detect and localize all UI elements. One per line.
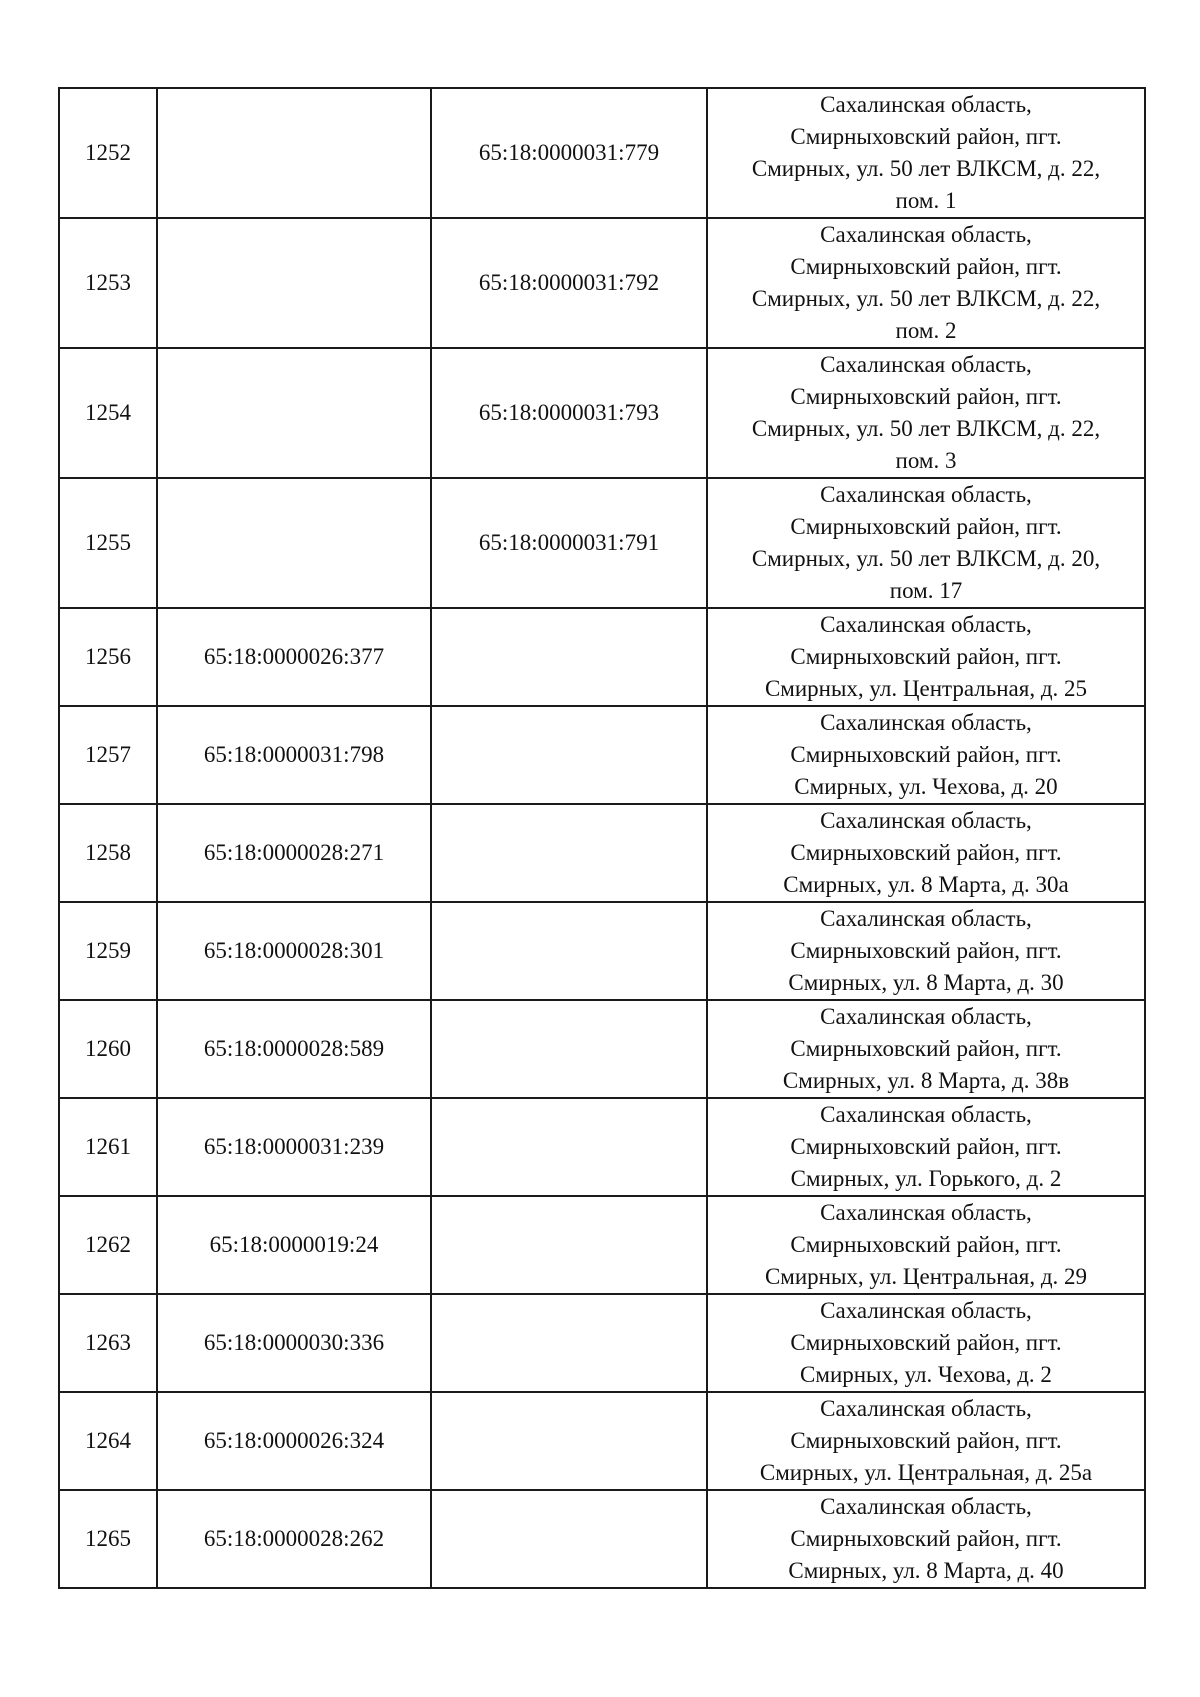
cadastral-land-cell: 65:18:0000031:239	[157, 1098, 431, 1196]
address-line: Смирных, ул. 8 Марта, д. 30а	[783, 872, 1069, 897]
table-row	[59, 1000, 1145, 1098]
table-row	[59, 608, 1145, 706]
row-number-cell: 1264	[59, 1392, 157, 1490]
cadastral-land-cell: 65:18:0000026:377	[157, 608, 431, 706]
address-cell	[707, 804, 1145, 902]
address-cell	[707, 1490, 1145, 1588]
table-row	[59, 1392, 1145, 1490]
address-line: Смирных, ул. Центральная, д. 29	[764, 1264, 1088, 1289]
address-line: Смирных, ул. 8 Марта, д. 40	[788, 1558, 1064, 1583]
address-line: Сахалинская область,	[820, 1004, 1032, 1029]
address-cell	[707, 1196, 1145, 1294]
address-line: пом. 2	[895, 318, 957, 343]
address-line: Смирных, ул. 8 Марта, д. 38в	[782, 1068, 1070, 1093]
row-number-cell: 1255	[59, 478, 157, 608]
cadastral-object-cell	[431, 1490, 707, 1588]
row-number-cell: 1258	[59, 804, 157, 902]
address-line: Сахалинская область,	[820, 482, 1032, 507]
cadastral-land-cell	[157, 88, 431, 218]
address-line: пом. 3	[895, 448, 957, 473]
cadastral-land-cell	[157, 478, 431, 608]
cadastral-object-cell	[431, 804, 707, 902]
table-row	[59, 478, 1145, 608]
registry-table	[58, 87, 1146, 1589]
row-number-cell: 1253	[59, 218, 157, 348]
address-cell	[707, 1392, 1145, 1490]
table-row	[59, 804, 1145, 902]
address-cell	[707, 1098, 1145, 1196]
address-line: Смирных, ул. Центральная, д. 25а	[759, 1460, 1093, 1485]
cadastral-object-cell	[431, 902, 707, 1000]
address-line: Сахалинская область,	[820, 352, 1032, 377]
address-line: Смирныховский район, пгт.	[790, 514, 1062, 539]
cadastral-land-cell: 65:18:0000030:336	[157, 1294, 431, 1392]
row-number-cell: 1260	[59, 1000, 157, 1098]
address-line: Смирных, ул. Горького, д. 2	[790, 1166, 1062, 1191]
address-line: Смирных, ул. 50 лет ВЛКСМ, д. 22,	[751, 156, 1101, 181]
table-row	[59, 348, 1145, 478]
address-line: Сахалинская область,	[820, 92, 1032, 117]
table-row	[59, 1098, 1145, 1196]
cadastral-land-cell	[157, 348, 431, 478]
cadastral-object-cell: 65:18:0000031:793	[431, 348, 707, 478]
address-line: Смирныховский район, пгт.	[790, 840, 1062, 865]
cadastral-object-cell	[431, 608, 707, 706]
row-number-cell: 1257	[59, 706, 157, 804]
address-cell	[707, 706, 1145, 804]
row-number-cell: 1261	[59, 1098, 157, 1196]
address-line: Смирныховский район, пгт.	[790, 644, 1062, 669]
table-row	[59, 1294, 1145, 1392]
address-cell	[707, 218, 1145, 348]
address-line: пом. 1	[895, 188, 957, 213]
cadastral-land-cell: 65:18:0000028:262	[157, 1490, 431, 1588]
address-line: Сахалинская область,	[820, 1102, 1032, 1127]
address-cell	[707, 1294, 1145, 1392]
cadastral-object-cell: 65:18:0000031:792	[431, 218, 707, 348]
cadastral-object-cell	[431, 1098, 707, 1196]
table-row	[59, 1196, 1145, 1294]
cadastral-object-cell	[431, 1196, 707, 1294]
address-line: Смирных, ул. Центральная, д. 25	[764, 676, 1088, 701]
address-line: Смирныховский район, пгт.	[790, 1232, 1062, 1257]
address-cell	[707, 902, 1145, 1000]
address-cell	[707, 88, 1145, 218]
address-line: пом. 17	[889, 578, 963, 603]
address-cell	[707, 1000, 1145, 1098]
cadastral-land-cell	[157, 218, 431, 348]
address-line: Смирных, ул. 50 лет ВЛКСМ, д. 22,	[751, 286, 1101, 311]
cadastral-land-cell: 65:18:0000019:24	[157, 1196, 431, 1294]
cadastral-land-cell: 65:18:0000026:324	[157, 1392, 431, 1490]
address-line: Сахалинская область,	[820, 808, 1032, 833]
address-line: Сахалинская область,	[820, 222, 1032, 247]
cadastral-object-cell	[431, 706, 707, 804]
address-line: Смирныховский район, пгт.	[790, 384, 1062, 409]
address-line: Смирныховский район, пгт.	[790, 938, 1062, 963]
row-number-cell: 1256	[59, 608, 157, 706]
address-line: Сахалинская область,	[820, 906, 1032, 931]
row-number-cell: 1263	[59, 1294, 157, 1392]
address-line: Смирныховский район, пгт.	[790, 1036, 1062, 1061]
address-line: Смирныховский район, пгт.	[790, 1428, 1062, 1453]
cadastral-land-cell: 65:18:0000028:589	[157, 1000, 431, 1098]
cadastral-land-cell: 65:18:0000031:798	[157, 706, 431, 804]
address-line: Сахалинская область,	[820, 612, 1032, 637]
cadastral-object-cell	[431, 1392, 707, 1490]
cadastral-object-cell	[431, 1000, 707, 1098]
address-line: Смирныховский район, пгт.	[790, 1330, 1062, 1355]
address-cell	[707, 608, 1145, 706]
address-line: Смирныховский район, пгт.	[790, 1134, 1062, 1159]
address-cell	[707, 348, 1145, 478]
address-line: Смирныховский район, пгт.	[790, 124, 1062, 149]
address-line: Сахалинская область,	[820, 1494, 1032, 1519]
registry-table-body	[59, 88, 1145, 1588]
table-row	[59, 218, 1145, 348]
table-row	[59, 88, 1145, 218]
table-row	[59, 1490, 1145, 1588]
address-line: Сахалинская область,	[820, 1200, 1032, 1225]
cadastral-land-cell: 65:18:0000028:271	[157, 804, 431, 902]
address-line: Смирныховский район, пгт.	[790, 1526, 1062, 1551]
row-number-cell: 1265	[59, 1490, 157, 1588]
row-number-cell: 1259	[59, 902, 157, 1000]
table-row	[59, 902, 1145, 1000]
row-number-cell: 1252	[59, 88, 157, 218]
address-line: Сахалинская область,	[820, 1298, 1032, 1323]
cadastral-object-cell: 65:18:0000031:791	[431, 478, 707, 608]
address-line: Сахалинская область,	[820, 1396, 1032, 1421]
address-line: Смирныховский район, пгт.	[790, 742, 1062, 767]
address-cell	[707, 478, 1145, 608]
address-line: Смирных, ул. Чехова, д. 2	[800, 1362, 1052, 1387]
cadastral-object-cell	[431, 1294, 707, 1392]
cadastral-object-cell: 65:18:0000031:779	[431, 88, 707, 218]
row-number-cell: 1254	[59, 348, 157, 478]
address-line: Смирных, ул. 50 лет ВЛКСМ, д. 20,	[751, 546, 1101, 571]
table-row	[59, 706, 1145, 804]
cadastral-land-cell: 65:18:0000028:301	[157, 902, 431, 1000]
address-line: Смирных, ул. 50 лет ВЛКСМ, д. 22,	[751, 416, 1101, 441]
address-line: Смирныховский район, пгт.	[790, 254, 1062, 279]
address-line: Смирных, ул. 8 Марта, д. 30	[788, 970, 1064, 995]
row-number-cell: 1262	[59, 1196, 157, 1294]
address-line: Смирных, ул. Чехова, д. 20	[794, 774, 1058, 799]
address-line: Сахалинская область,	[820, 710, 1032, 735]
